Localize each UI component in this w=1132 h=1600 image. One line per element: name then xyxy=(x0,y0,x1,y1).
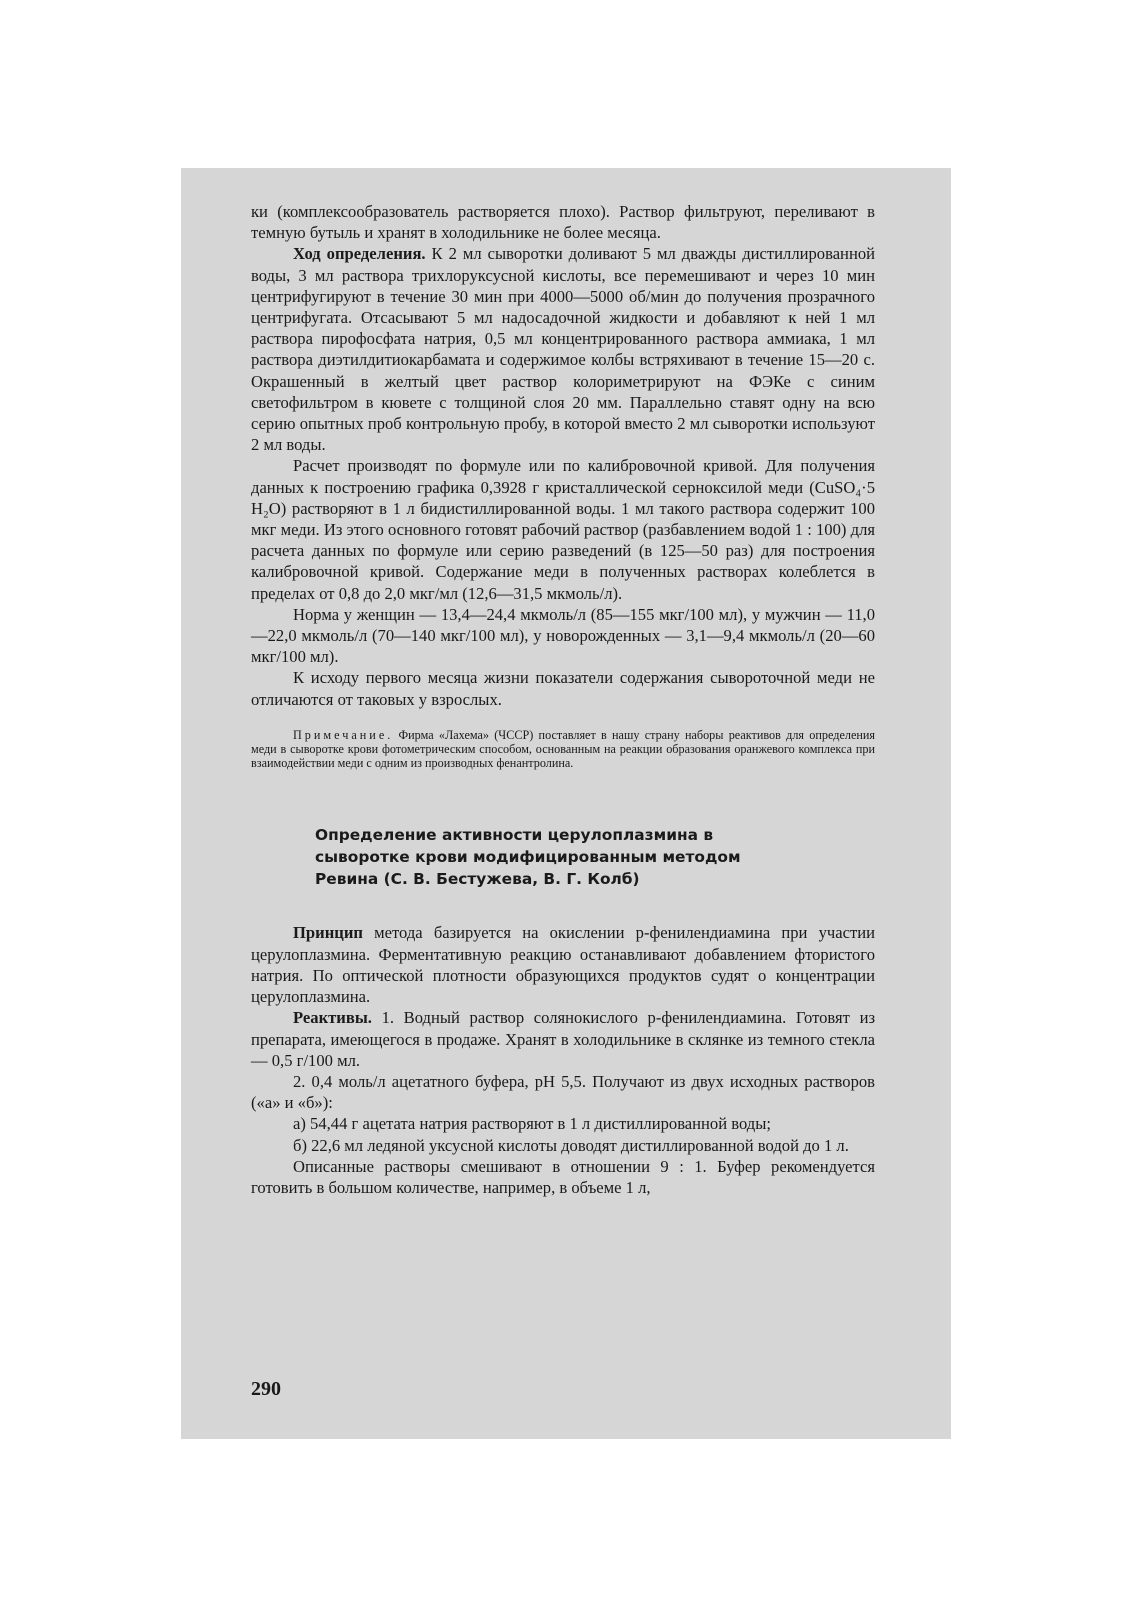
note-label: Примечание. xyxy=(293,727,394,742)
page-number: 290 xyxy=(251,1378,281,1400)
paragraph xyxy=(251,922,875,1007)
paragraph: ки (комплексообразователь растворяется плохо). Раствор фильтруют, переливают в темную бутыль и хранят в холодильнике не более месяца. xyxy=(251,202,875,243)
run-in-heading: Принцип xyxy=(293,923,363,943)
run-in-heading: Ход определения. xyxy=(293,244,426,264)
paragraph: б) 22,6 мл ледяной уксусной кислоты доводят дистиллированной водой до 1 л. xyxy=(293,1135,849,1155)
paragraph-text: метода базируется на окислении р-фенилендиамина при участии церулоплазмина. Ферментативную реакцию останавливают добавлением фтористого натрия. По оптической плотности образующихся продуктов судят о концентрации церулоплазмина. xyxy=(251,923,875,1007)
paragraph: а) 54,44 г ацетата натрия растворяют в 1 л дистиллированной воды; xyxy=(293,1114,772,1134)
paragraph: Описанные растворы смешивают в отношении 9 : 1. Буфер рекомендуется готовить в большом количестве, например, в объеме 1 л, xyxy=(251,1156,875,1197)
paragraph: Расчет производят по формуле или по калибровочной кривой. Для получения данных к построению графика 0,3928 г кристаллической серноксилой меди (CuSO₄·5 H₂O) растворяют в 1 л бидистиллированной воды. 1 мл такого раствора содержит 100 мкг меди. Из этого основного готовят рабочий раствор (разбавлением водой 1 : 100) для расчета данных по формуле или серию разведений (в 125—50 раз) для построения калибровочной кривой. Содержание меди в полученных растворах колеблется в пределах от 0,8 до 2,0 мкг/мл (12,6—31,5 мкмоль/л). xyxy=(251,456,875,603)
section-heading: Определение активности церулоплазмина в сыворотке крови модифицированным методом Ревина (С. В. Бестужева, В. Г. Колб) xyxy=(315,826,741,889)
paragraph: Норма у женщин — 13,4—24,4 мкмоль/л (85—155 мкг/100 мл), у мужчин — 11,0—22,0 мкмоль/л (70—140 мкг/100 мл), у новорожденных — 3,1—9,4 мкмоль/л (20—60 мкг/100 мл). xyxy=(251,604,875,667)
page-content xyxy=(251,201,875,1198)
paragraph xyxy=(251,1007,875,1071)
run-in-heading: Реактивы. xyxy=(293,1008,372,1028)
paragraph: К исходу первого месяца жизни показатели содержания сывороточной меди не отличаются от таковых у взрослых. xyxy=(251,668,875,709)
book-page xyxy=(181,168,951,1439)
paragraph-text: 1. Водный раствор солянокислого р-фенилендиамина. Готовят из препарата, имеющегося в продаже. Хранят в холодильнике в склянке из темного стекла — 0,5 г/100 мл. xyxy=(251,1008,875,1070)
paragraph xyxy=(251,243,875,455)
paragraph: 2. 0,4 моль/л ацетатного буфера, pH 5,5. Получают из двух исходных растворов («а» и «б»): xyxy=(251,1071,875,1113)
note xyxy=(251,728,875,771)
paragraph-text: К 2 мл сыворотки доливают 5 мл дважды дистиллированной воды, 3 мл раствора трихлоруксусной кислоты, все перемешивают и через 10 мин центрифугируют в течение 30 мин при 4000—5000 об/мин до получения прозрачного центрифугата. Отсасывают 5 мл надосадочной жидкости и добавляют к ней 1 мл раствора пирофосфата натрия, 0,5 мл концентрированного раствора аммиака, 1 мл раствора диэтилдитиокарбамата и содержимое колбы встряхивают в течение 15—20 с. Окрашенный в желтый цвет раствор колориметрируют на ФЭКе с синим светофильтром в кювете с толщиной слоя 20 мм. Параллельно ставят одну на всю серию опытных проб контрольную пробу, в которой вместо 2 мл сыворотки используют 2 мл воды. xyxy=(251,244,875,455)
note-text: Фирма «Лахема» (ЧССР) поставляет в нашу страну наборы реактивов для определения меди в сыворотке крови фотометрическим способом, основанным на реакции образования оранжевого комплекса при взаимодействии меди с одним из производных фенантролина. xyxy=(251,727,875,771)
